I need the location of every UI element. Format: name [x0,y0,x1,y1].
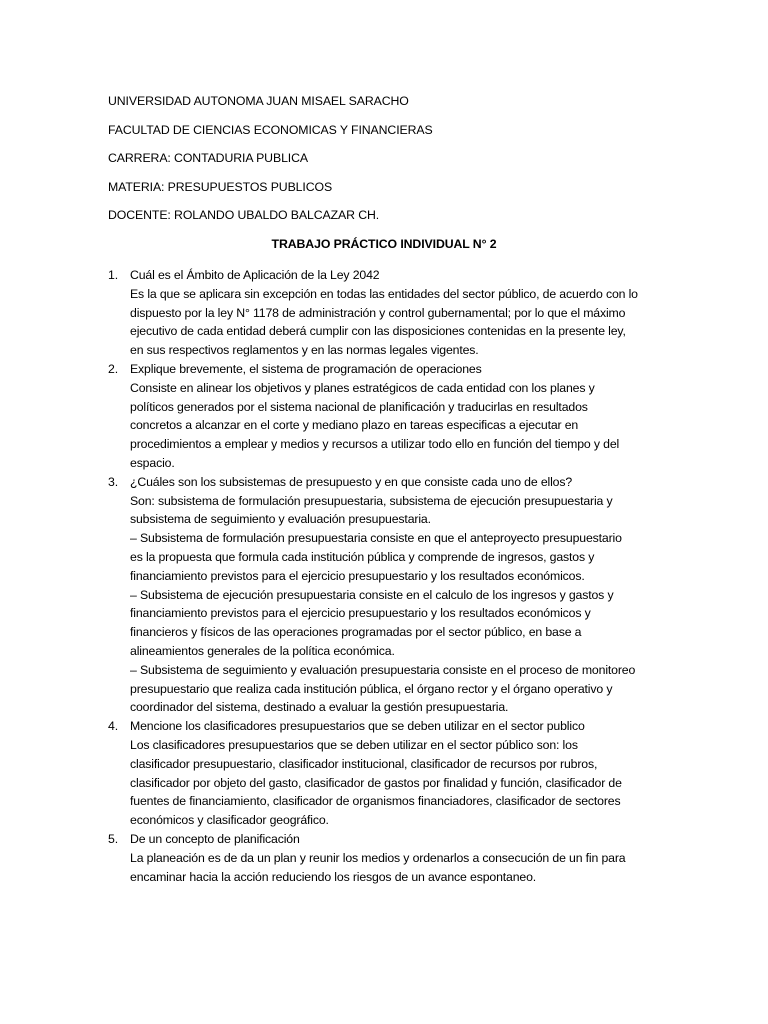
answer-line: ejecutivo de cada entidad deberá cumplir con las disposiciones contenidas en la presente ley, [130,324,626,339]
question-item [0,717,768,830]
answer-line: fuentes de financiamiento, clasificador de organismos financiadores, clasificador de sectores [130,794,621,809]
university-line: UNIVERSIDAD AUTONOMA JUAN MISAEL SARACHO [108,94,409,108]
answer-line: Es la que se aplicara sin excepción en todas las entidades del sector público, de acuerdo con lo [130,286,638,301]
answer-line: alineamientos generales de la política económica. [130,643,395,658]
answer-line: espacio. [130,455,175,470]
answer-line: es la propuesta que formula cada institución pública y comprende de ingresos, gastos y [130,549,595,564]
question-number: 2. [108,361,118,376]
answer-line: concretos a alcanzar en el corte y mediano plazo en tareas especificas a ejecutar en [130,418,579,433]
answer-line: – Subsistema de seguimiento y evaluación presupuestaria consiste en el proceso de monitoreo [130,662,636,677]
answer-line: clasificador por objeto del gasto, clasificador de gastos por finalidad y función, clasificador de [130,775,622,790]
teacher-line: DOCENTE: ROLANDO UBALDO BALCAZAR CH. [108,208,380,222]
question-text: Mencione los clasificadores presupuestarios que se deben utilizar en el sector publico [130,719,585,734]
question-item [0,473,768,717]
question-number: 5. [108,831,118,846]
answer-line: económicos y clasificador geográfico. [130,813,329,828]
answer-line: clasificador presupuestario, clasificador institucional, clasificador de recursos por rubros, [130,756,598,771]
question-number: 3. [108,474,118,489]
question-item [0,830,768,886]
question-text: Cuál es el Ámbito de Aplicación de la Ley 2042 [130,268,380,282]
question-body [130,830,670,886]
answer-line: coordinador del sistema, destinado a evaluar la gestión presupuestaria. [130,700,509,715]
question-body [130,266,670,360]
answer-line: presupuestario que realiza cada institución pública, el órgano rector y el órgano operativo y [130,681,613,696]
question-text: ¿Cuáles son los subsistemas de presupuesto y en que consiste cada uno de ellos? [130,474,573,489]
answer-line: subsistema de seguimiento y evaluación presupuestaria. [130,512,431,527]
question-number: 1. [108,268,118,282]
answer-line: Consiste en alinear los objetivos y planes estratégicos de cada entidad con los planes y [130,380,595,395]
question-text: De un concepto de planificación [130,831,300,846]
answer-line: – Subsistema de ejecución presupuestaria consiste en el calculo de los ingresos y gastos y [130,587,614,602]
answer-line: encaminar hacia la acción reduciendo los riesgos de un avance espontaneo. [130,869,537,884]
answer-line: dispuesto por la ley N° 1178 de administración y control gubernamental; por lo que el máximo [130,305,626,320]
question-body [130,360,670,473]
question-body [130,473,670,717]
questions-list [0,266,768,886]
question-body [130,717,670,830]
question-text: Explique brevemente, el sistema de programación de operaciones [130,361,482,376]
document-title: TRABAJO PRÁCTICO INDIVIDUAL N° 2 [271,237,497,251]
answer-line: – Subsistema de formulación presupuestaria consiste en que el anteproyecto presupuestario [130,531,622,546]
answer-line: Son: subsistema de formulación presupuestaria, subsistema de ejecución presupuestaria y [130,493,613,508]
answer-line: en sus respectivos reglamentos y en las normas legales vigentes. [130,343,479,358]
answer-line: procedimientos a emplear y medios y recursos a utilizar todo ello en función del tiempo y del [130,437,620,452]
answer-line: financiamiento previstos para el ejercicio presupuestario y los resultados económicos. [130,568,585,583]
faculty-line: FACULTAD DE CIENCIAS ECONOMICAS Y FINANCIERAS [108,123,433,137]
answer-line: La planeación es de da un plan y reunir los medios y ordenarlos a consecución de un fin para [130,850,626,865]
answer-line: financieros y físicos de las operaciones programadas por el sector público, en base a [130,625,582,640]
career-line: CARRERA: CONTADURIA PUBLICA [108,151,309,165]
answer-line: financiamiento previstos para el ejercicio presupuestario y los resultados económicos y [130,606,591,621]
answer-line: Los clasificadores presupuestarios que se deben utilizar en el sector público son: los [130,737,578,752]
question-item [0,360,768,473]
question-number: 4. [108,719,118,734]
answer-line: políticos generados por el sistema nacional de planificación y traducirlas en resultados [130,399,588,414]
subject-line: MATERIA: PRESUPUESTOS PUBLICOS [108,180,333,194]
question-item [0,266,768,360]
